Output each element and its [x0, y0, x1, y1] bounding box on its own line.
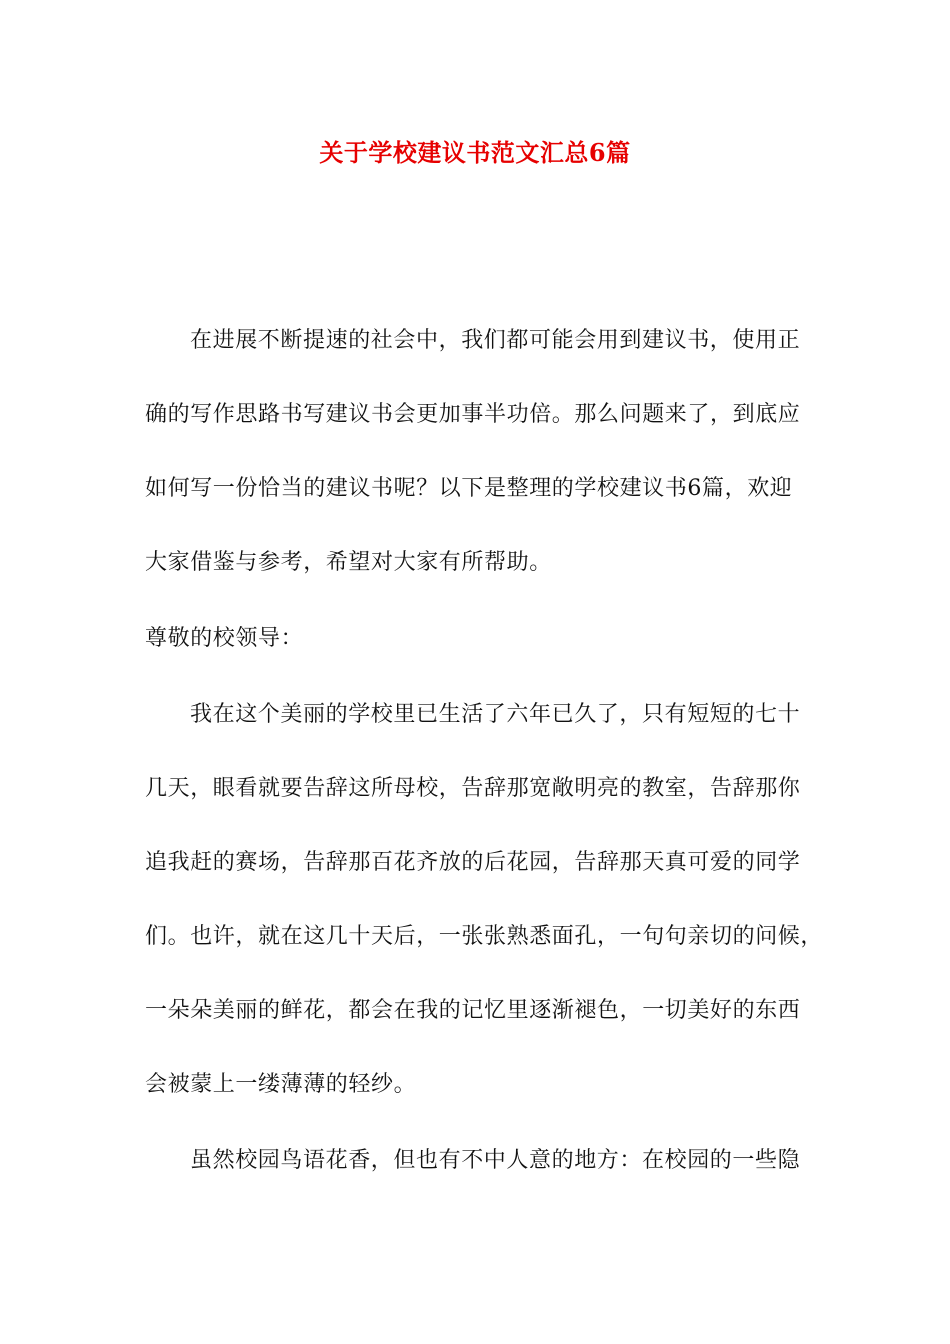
paragraph-line: 虽然校园鸟语花香，但也有不中人意的地方：在校园的一些隐 — [190, 1148, 801, 1173]
paragraph-line: 在进展不断提速的社会中，我们都可能会用到建议书，使用正 — [190, 328, 801, 353]
paragraph-line: 大家借鉴与参考，希望对大家有所帮助。 — [145, 550, 552, 575]
paragraph-line: 会被蒙上一缕薄薄的轻纱。 — [145, 1072, 417, 1097]
salutation: 尊敬的校领导： — [145, 626, 304, 651]
paragraph-line: 追我赶的赛场，告辞那百花齐放的后花园，告辞那天真可爱的同学 — [145, 850, 801, 875]
paragraph-line: 们。也许，就在这几十天后，一张张熟悉面孔，一句句亲切的问候， — [145, 924, 824, 949]
paragraph-line: 几天，眼看就要告辞这所母校，告辞那宽敞明亮的教室，告辞那你 — [145, 776, 801, 801]
paragraph-line: 一朵朵美丽的鲜花，都会在我的记忆里逐渐褪色，一切美好的东西 — [145, 998, 801, 1023]
paragraph-line: 如何写一份恰当的建议书呢？以下是整理的学校建议书6篇，欢迎 — [145, 476, 793, 501]
paragraph-line: 我在这个美丽的学校里已生活了六年已久了，只有短短的七十 — [190, 702, 801, 727]
document-title: 关于学校建议书范文汇总6篇 — [319, 138, 631, 167]
paragraph-line: 确的写作思路书写建议书会更加事半功倍。那么问题来了，到底应 — [145, 402, 801, 427]
